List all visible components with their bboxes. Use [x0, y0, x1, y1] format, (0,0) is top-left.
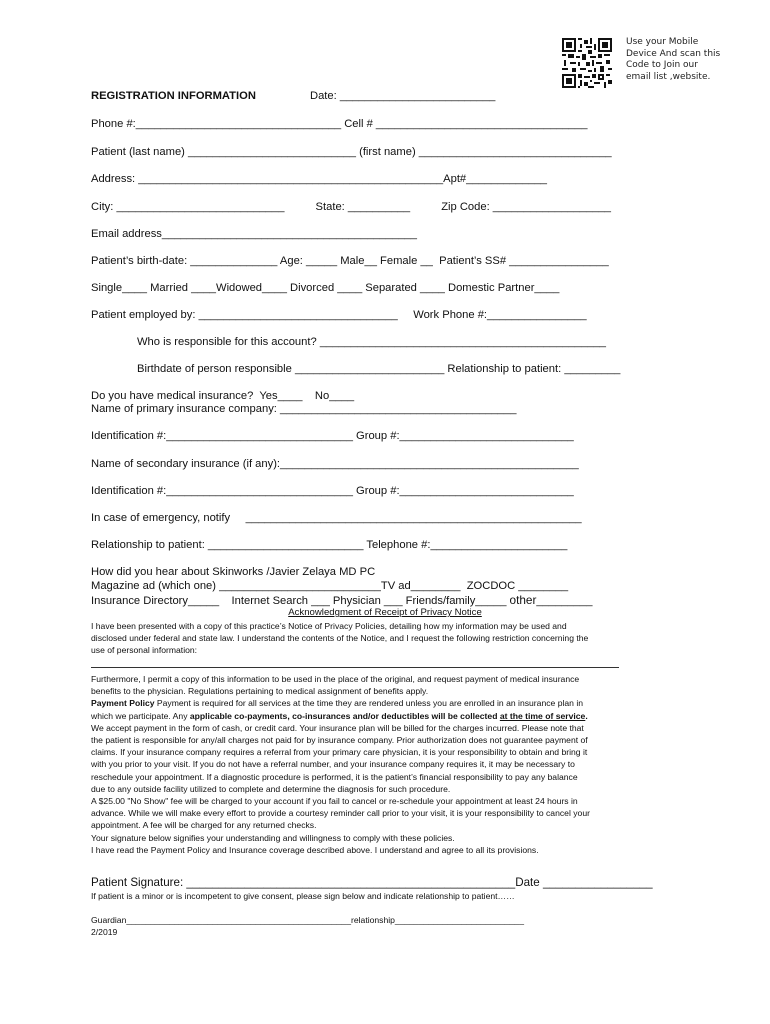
policy-text: Payment is required for all services at the time they are rendered unless you are enrolled in an insurance plan in: [154, 698, 584, 709]
emergency-relationship-field[interactable]: Relationship to patient: _________________________ Telephone #:______________________: [91, 539, 568, 551]
policy-line: [91, 710, 691, 722]
copay-emphasis: applicable co-payments, co-insurances and/or deductibles will be collected: [189, 710, 500, 721]
birth-date-field[interactable]: Patient’s birth-date: ______________ Age: _____ Male__ Female __ Patient’s SS# ________________: [91, 255, 609, 267]
email-field[interactable]: Email address_________________________________________: [91, 228, 417, 240]
phone-field[interactable]: Phone #:_________________________________ Cell # __________________________________: [91, 118, 588, 130]
policy-line: with you prior to your visit. If you do not have a referral number, and your insurance company requires it, it may be necessary to: [91, 759, 575, 770]
minor-instructions: [91, 890, 691, 902]
patient-name-field[interactable]: Patient (last name) ___________________________ (first name) _______________________________: [91, 146, 612, 158]
policy-line: I have read the Payment Policy and Insurance coverage described above. I understand and agree to all its provisions.: [91, 844, 539, 855]
referral-magazine-field[interactable]: Magazine ad (which one) __________________________TV ad________ ZOCDOC ________: [91, 580, 569, 592]
ack-line: disclosed under federal and state law. I understand the contents of the Notice, and I request the following restriction concerning the: [91, 633, 589, 644]
minor-text: If patient is a minor or is incompetent to give consent, please sign below and indicate relationship to patient……: [91, 891, 515, 901]
acknowledgment-heading: Acknowledgment of Receipt of Privacy Notice: [288, 607, 482, 618]
ack-line: I have been presented with a copy of this practice’s Notice of Privacy Policies, detailing how my information may be used and: [91, 621, 567, 631]
marital-status-field[interactable]: Single____ Married ____Widowed____ Divorced ____ Separated ____ Domestic Partner____: [91, 282, 560, 294]
qr-code-icon: [562, 38, 612, 88]
address-field[interactable]: Address: _________________________________________________Apt#_____________: [91, 173, 548, 185]
payment-policy-text: [91, 673, 691, 856]
referral-other-blank: _________: [536, 595, 593, 607]
policy-text: .: [585, 710, 588, 721]
qr-note-line: Use your Mobile: [626, 37, 699, 47]
policy-line: reschedule your appointment. If a diagnostic procedure is performed, it is the patient’s financial responsibility to pay any balance: [91, 771, 578, 782]
qr-instructions: [626, 37, 736, 83]
policy-line: Your signature below signifies your understanding and willingness to comply with these policies.: [91, 832, 455, 843]
policy-line: claims. If your insurance company requires a referral from your primary care physician, it is your responsibility to obtain and bring it: [91, 747, 588, 758]
patient-signature-field[interactable]: Patient Signature: ___________________________________________________Date _________________: [91, 876, 653, 889]
form-version: 2/2019: [91, 927, 118, 938]
referral-other-label: other: [509, 593, 537, 607]
secondary-insurance-field[interactable]: Name of secondary insurance (if any):________________________________________________: [91, 458, 579, 470]
form-title: REGISTRATION INFORMATION: [91, 90, 256, 102]
referral-question: How did you hear about Skinworks /Javier Zelaya MD PC: [91, 566, 376, 578]
date-field[interactable]: Date: _________________________: [310, 90, 496, 102]
payment-policy-label: Payment Policy: [91, 698, 155, 709]
qr-note-line: email list ,website.: [626, 71, 711, 82]
qr-note-line: Device And scan this: [626, 48, 721, 59]
policy-line: advance. While we will make every effort to provide a courtesy reminder call prior to your visit, it is your responsibility to cancel your: [91, 808, 590, 819]
policy-line: the patient is responsible for any/all charges not paid for by insurance company. Prior authorization does not guarantee payment of: [91, 735, 588, 746]
policy-line: due to any outside facility utilized to complete and determine the diagnosis for such procedure.: [91, 783, 451, 794]
employer-field[interactable]: Patient employed by: ________________________________ Work Phone #:________________: [91, 309, 587, 321]
responsible-birthdate-field[interactable]: Birthdate of person responsible ________________________ Relationship to patient: _________: [137, 363, 621, 375]
guardian-line[interactable]: Guardian_______________________________________________relationship___________________________: [91, 915, 524, 925]
emergency-contact-field[interactable]: In case of emergency, notify ______________________________________________________: [91, 512, 582, 524]
policy-text: which we participate. Any: [91, 710, 190, 721]
policy-line: Furthermore, I permit a copy of this information to be used in the place of the original, and request payment of medical insurance: [91, 674, 580, 684]
city-state-zip-field[interactable]: City: ___________________________ State: __________ Zip Code: ___________________: [91, 201, 612, 213]
policy-line: [91, 697, 691, 709]
ack-line: use of personal information:: [91, 645, 198, 656]
primary-insurance-field[interactable]: Name of primary insurance company: ______________________________________: [91, 403, 517, 415]
responsible-party-field[interactable]: Who is responsible for this account? ______________________________________________: [137, 336, 607, 348]
policy-line: We accept payment in the form of cash, or credit card. Your insurance plan will be billed for the charges incurred. Please note that: [91, 722, 584, 733]
secondary-identification-field[interactable]: Identification #:______________________________ Group #:____________________________: [91, 485, 574, 497]
acknowledgment-text: [91, 620, 691, 657]
qr-note-line: Code to Join our: [626, 60, 698, 71]
referral-directory-text: Insurance Directory_____ Internet Search ___ Physician ___ Friends/family_____: [91, 595, 510, 607]
primary-identification-field[interactable]: Identification #:______________________________ Group #:____________________________: [91, 430, 574, 442]
time-of-service-emphasis: at the time of service: [499, 710, 586, 721]
policy-line: benefits to the physician. Regulations pertaining to medical assignment of benefits apply.: [91, 686, 429, 697]
referral-directory-field[interactable]: [91, 594, 592, 608]
policy-line: appointment. A fee will be charged for any returned checks.: [91, 820, 317, 831]
policy-line: A $25.00 "No Show" fee will be charged to your account if you fail to cancel or re-schedule your appointment at least 24 hours in: [91, 796, 578, 807]
insurance-question[interactable]: Do you have medical insurance? Yes____ No____: [91, 390, 355, 402]
restriction-line[interactable]: [91, 667, 619, 668]
guardian-signature-field[interactable]: [91, 914, 691, 938]
